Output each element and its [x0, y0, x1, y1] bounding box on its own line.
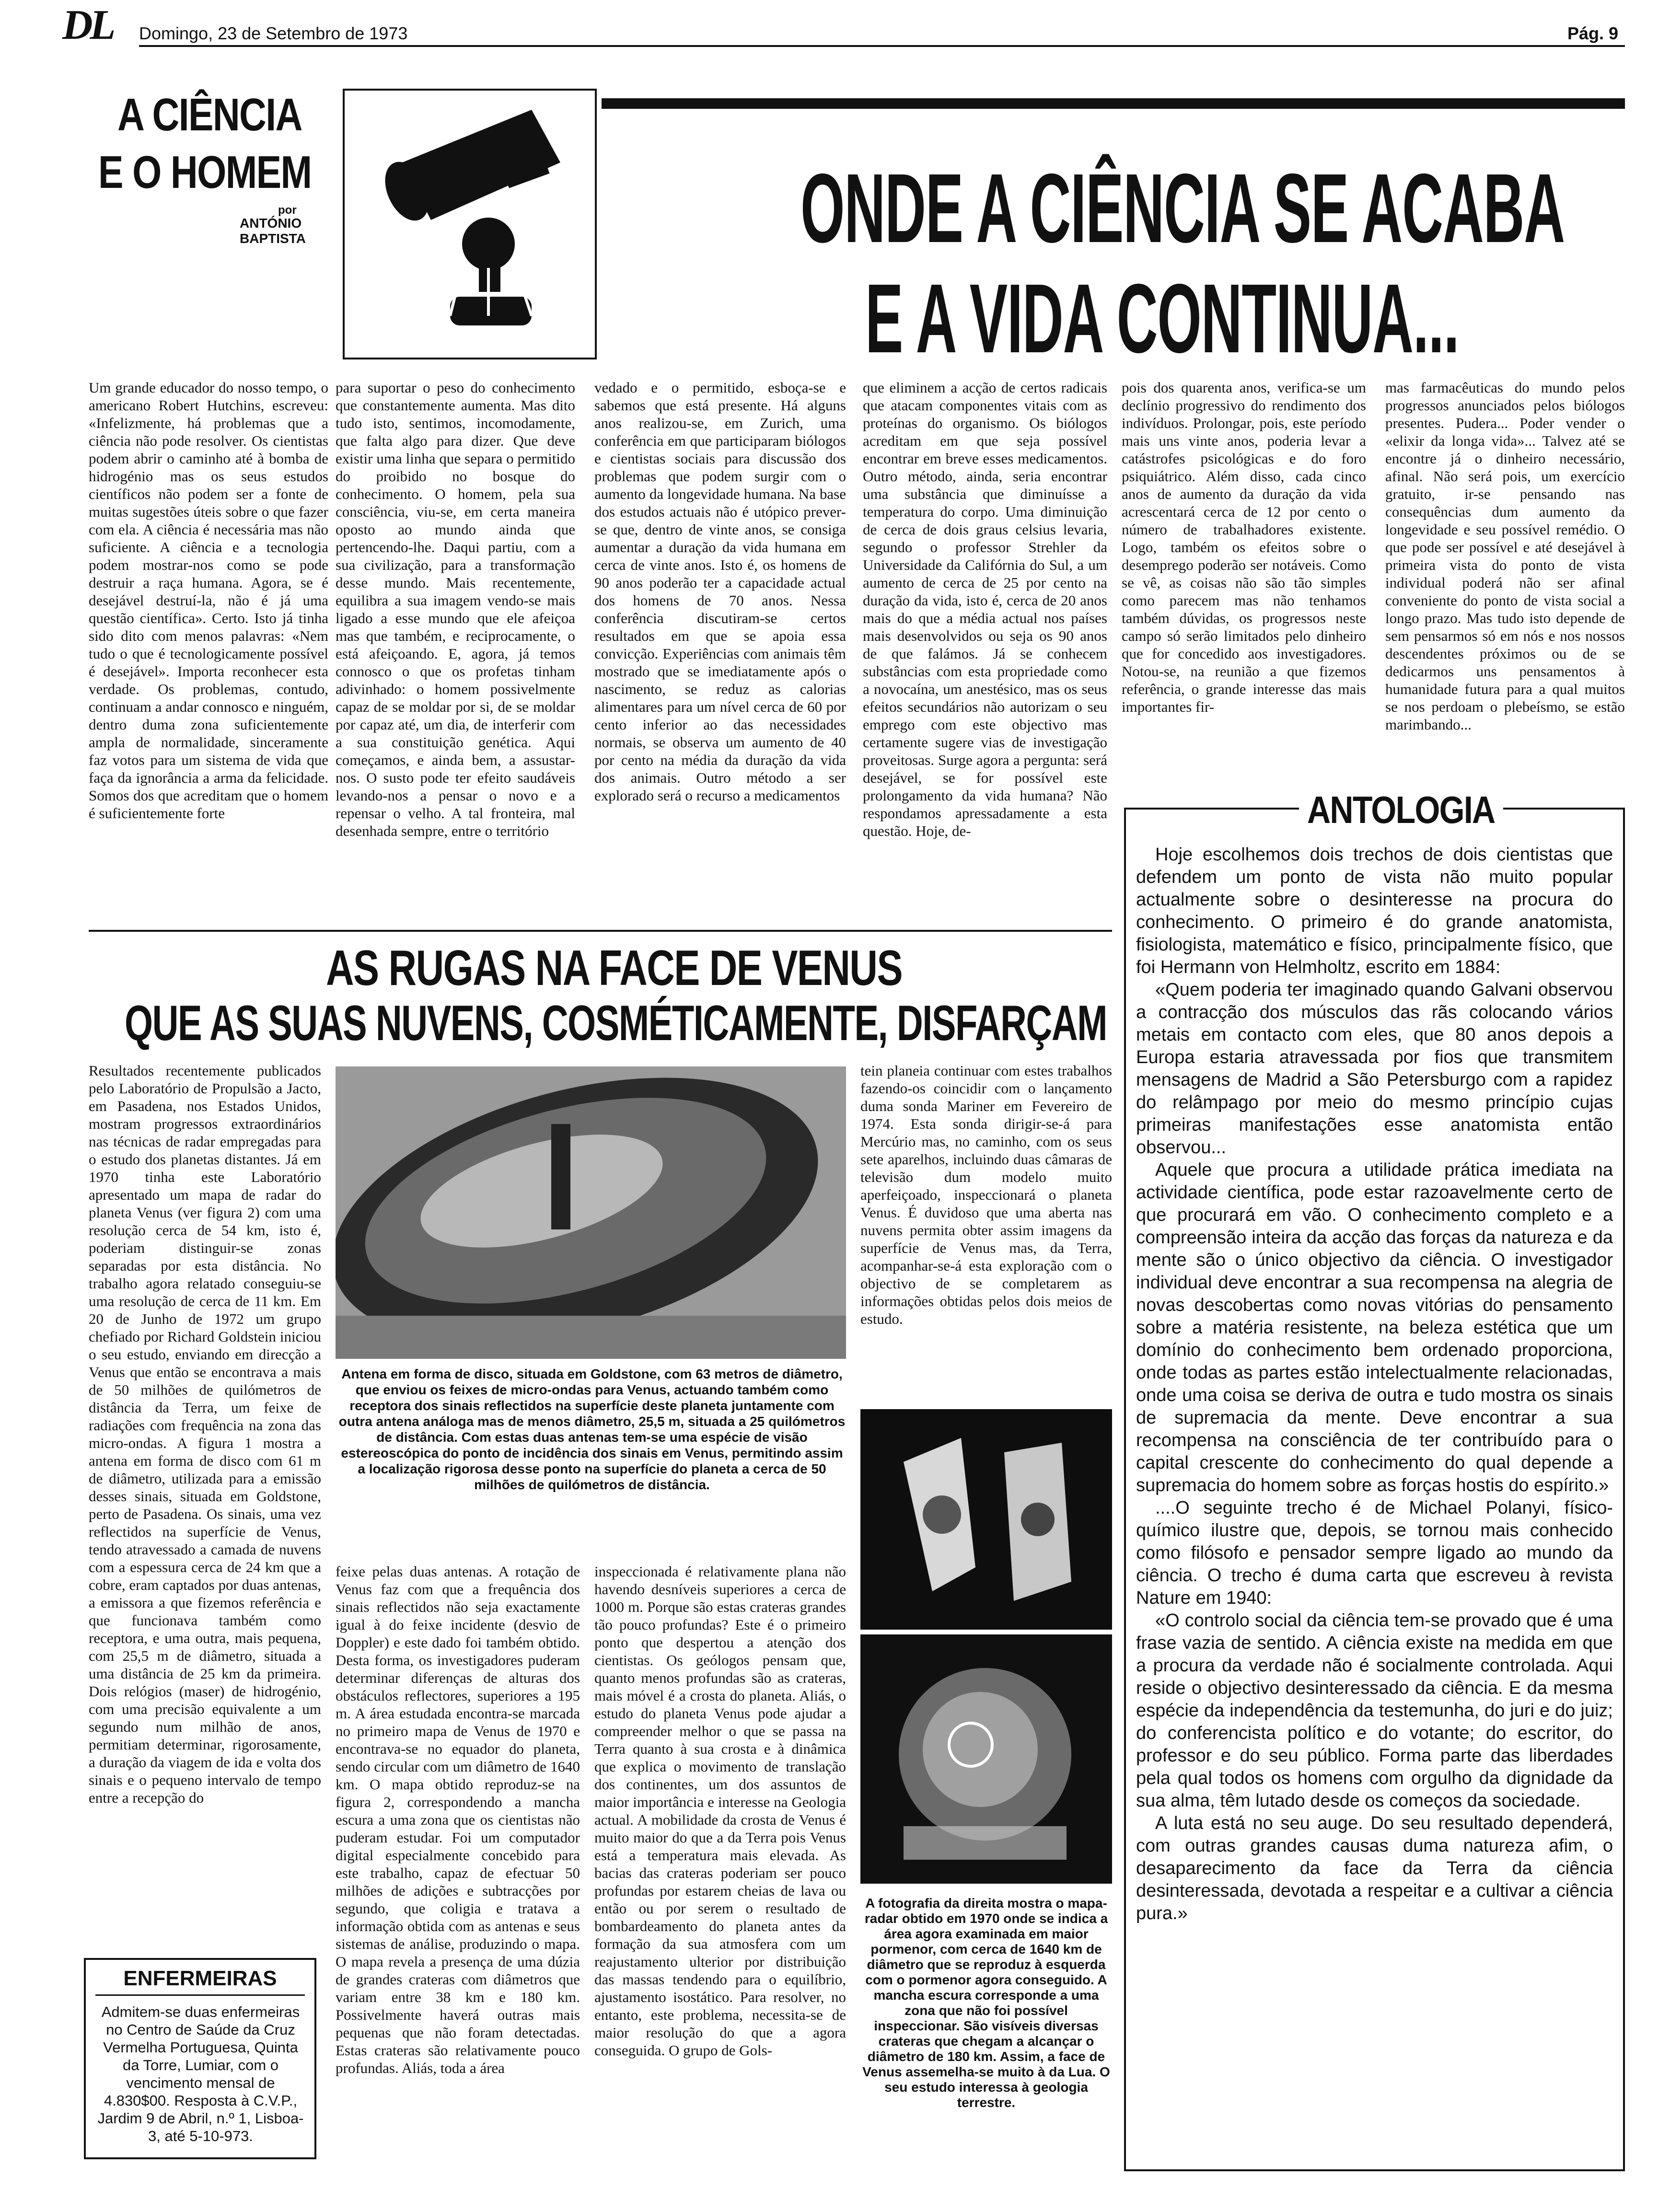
page-number: Pág. 9	[1567, 23, 1619, 43]
anthology-title: ANTOLOGIA	[1299, 791, 1503, 829]
article-col-1: Um grande educador do nosso tempo, o americano Robert Hutchins, escreveu: «Infelizmente, há problemas que a ciência não pode resolver. Os cientistas podem abrir o caminho até à bomba de hidrogénio mas os seus estudos científicos não podem ser a fonte de muitas sugestões úteis sobre o que fazer com ela. A ciência é necessária mas não suficiente. A ciência e a tecnologia podem mostrar-nos como se pode destruir a raça humana. Agora, se é desejável destruí-la, não é já uma questão científica». Certo. Isto já tinha sido dito com menos palavras: «Nem tudo o que é tecnologicamente possível é desejável». Importa reconhecer esta verdade. Os problemas, contudo, continuam a andar connosco e ninguém, dentro duma zona suficientemente ampla de normalidade, sinceramente faz votos para um sistema de vida que faça da ignorância a arma da felicidade. Somos dos que acreditam que o homem é suficientemente forte	[89, 379, 328, 822]
headline-top-bar	[602, 98, 1625, 109]
main-headline-line2: E A VIDA CONTINUA...	[865, 264, 1459, 373]
article-col-3: vedado e o permitido, esboça-se e sabemos que está presente. Há alguns anos realizou-se, em Zurich, uma conferência em que participaram biólogos e cientistas sociais para discussão dos problemas que podem surgir com o aumento da longevidade humana. Na base dos estudos actuais não é utópico prever-se que, dentro de vinte anos, se consiga aumentar a duração da vida humana em cerca de vinte anos. Isto é, os homens de 90 anos poderão ter a capacidade actual dos homens de 70 anos. Nessa conferência discutiram-se certos resultados em que se apoia essa convicção. Experiências com animais têm mostrado que se imediatamente após o nascimento, se reduz as calorias alimentares para um nível cerca de 60 por cento inferior ao das necessidades normais, se observa um aumento de 40 por cento na média da duração da vida dos animais. Outro método a ser explorado será o recurso a medicamentos	[594, 379, 846, 804]
anthology-p5: «O controlo social da ciência tem-se provado que é uma frase vazia de sentido. A ciência existe na medida em que a procura da verdade não é socialmente controlada. Aqui reside o objectivo desinteressado da ciência. E da mesma espécie da independência da testemunha, do juri e do juiz; do conferencista político e do votante; do escritor, do professor e do seu público. Forma parte das liberdades pela qual todos os homens com orgulho da dignidade da sua alma, têm lutado desde os começos da sociedade.	[1136, 1610, 1613, 1811]
article-divider	[89, 930, 1112, 932]
antenna-caption: Antena em forma de disco, situada em Goldstone, com 63 metros de diâmetro, que enviou os feixes de micro-ondas para Venus, actuando também como receptora dos sinais reflectidos na superfície deste planeta juntamente com outra antena análoga mas de menos diâmetro, 25,5 m, situada a 25 quilómetros de distância. Com estas duas antenas tem-se uma espécie de visão estereoscópica do ponto de incidência dos sinais em Venus, permitindo assim a localização rigorosa desse ponto na superfície do planeta a cerca de 50 milhões de quilómetros de distância.	[338, 1367, 846, 1492]
telescope-illustration	[343, 89, 597, 359]
section-by: por	[278, 204, 297, 217]
article-col-2: para suportar o peso do conhecimento que constantemente aumenta. Mas dito tudo isto, sentimos, incomodamente, que falta algo para dizer. Que deve existir uma linha que separa o permitido do proibido no bosque do conhecimento. O homem, pela sua consciência, viu-se, em certa maneira oposto ao mundo ainda que pertencendo-lhe. Daqui partiu, com a sua civilização, para a transformação desse mundo. Mais recentemente, equilibra a sua imagem vendo-se mais ligado a esse mundo que ele afeiçoa mas que também, e reciprocamente, o está afeiçoando. E, agora, já temos connosco o que os profetas tinham adivinhado: o homem possivelmente capaz de se moldar por si, de se moldar por capaz até, um dia, de interferir com a sua constituição genética. Aqui começamos, e ainda bem, a assustar-nos. O susto pode ter efeito saudáveis levando-nos a pensar o novo e a repensar o velho. A tal fronteira, mal desenhada sempre, entre o território	[336, 379, 575, 839]
venus-headline-line1: AS RUGAS NA FACE DE VENUS	[326, 940, 903, 996]
section-title-line2: E O HOMEM	[98, 147, 312, 198]
anthology-body	[1136, 844, 1613, 2166]
section-author-line2: BAPTISTA	[240, 231, 306, 246]
venus-col-1: Resultados recentemente publicados pelo Laboratório de Propulsão a Jacto, em Pasadena, nos Estados Unidos, mostram progressos extraordinários nas técnicas de radar empregadas para o estudo dos planetas distantes. Já em 1970 tinha este Laboratório apresentado um mapa de radar do planeta Venus (ver figura 2) com uma resolução cerca de 54 km, isto é, poderiam distinguir-se zonas separadas por esta distância. No trabalho agora relatado conseguiu-se uma resolução de cerca de 11 km. Em 20 de Junho de 1972 um grupo chefiado por Richard Goldstein iniciou o seu estudo, enviando em direcção a Venus que então se encontrava a mais de 50 milhões de quilómetros de distância da Terra, um feixe de radiações com frequência na zona das micro-ondas. A figura 1 mostra a antena em forma de disco com 61 m de diâmetro, utilizada para a emissão desses sinais, situada em Goldstone, perto de Pasadena. Os sinais, uma vez reflectidos na superfície de Venus, tendo atravessado a camada de nuvens com a espessura cerca de 24 km que a cobre, eram captados por duas antenas, a emissora a que fizemos referência e que funcionava também como receptora, e uma outra, mais pequena, com 25,5 m de diâmetro, situada a uma distância de 25 km da primeira. Dois relógios (maser) de hidrogénio, com uma precisão equivalente a um segundo num milhão de anos, permitiam determinar, rigorosamente, a duração da viagem de ida e volta dos sinais e o pequeno intervalo de tempo entre a recepção do	[89, 1062, 321, 1806]
anthology-p2: «Quem poderia ter imaginado quando Galvani observou a contracção dos músculos das rãs colocando vários metais em contacto com eles, que 80 anos depois a Europa estaria atravessada por fios que transmitem mensagens de Madrid a São Petersburgo com a rapidez do relâmpago por meio do mesmo princípio cujas primeiras manifestações esse anatomista então observou...	[1136, 980, 1613, 1158]
masthead-logo: DL	[62, 2, 113, 48]
section-title-line1: A CIÊNCIA	[117, 89, 302, 140]
radar-map-detail	[860, 1409, 1112, 1630]
nurses-ad-title: ENFERMEIRAS	[123, 1967, 277, 1990]
radar-caption: A fotografia da direita mostra o mapa-radar obtido em 1970 onde se indica a área agora examinada em maior pormenor, com cerca de 1640 km de diâmetro que se reproduz à esquerda com o pormenor agora conseguido. A mancha escura corresponde a uma zona que não foi possível inspeccionar. São visíveis diversas crateras que chegam a alcançar o diâmetro de 180 km. Assim, a face de Venus assemelha-se muito à da Lua. O seu estudo interessa à geologia terrestre.	[862, 1896, 1110, 2110]
venus-col-right-top: tein planeia continuar com estes trabalhos fazendo-os coincidir com o lançamento duma sonda Mariner em Fevereiro de 1974. Esta sonda dirigir-se-á para Mercúrio mas, no caminho, com os seus sete aparelhos, incluindo duas câmaras de televisão dum modelo muito aperfeiçoado, inspeccionará o planeta Venus. É duvidoso que uma aberta nas nuvens permita obter assim imagens da superfície de Venus mas, da Terra, acompanhar-se-á esta exploração com o objectivo de se completarem as informações obtidas pelos dois meios de estudo.	[860, 1062, 1112, 1327]
venus-col-2: feixe pelas duas antenas. A rotação de Venus faz com que a frequência dos sinais reflectidos não seja exactamente igual à do feixe incidente (desvio de Doppler) e este dado foi também obtido. Desta forma, os investigadores puderam determinar diferenças de alturas dos obstáculos reflectores, superiores a 195 m. A área estudada encontra-se marcada no primeiro mapa de Venus de 1970 e encontrava-se no equador do planeta, sendo circular com um diâmetro de 1640 km. O mapa obtido reproduz-se na figura 2, correspondendo a mancha escura a uma zona que os cientistas não puderam estudar. Foi um computador digital especialmente concebido para este trabalho, capaz de efectuar 50 milhões de adições e subtracções por segundo, que coligia e tratava a informação obtida com as antenas e seus sistemas de análise, produzindo o mapa. O mapa revela a presença de uma dúzia de grandes crateras com diâmetros que variam entre 38 km e 180 km. Possivelmente haverá outras mais pequenas que não foram detectadas. Estas crateras são relativamente pouco profundas. Aliás, toda a área	[336, 1563, 580, 2076]
anthology-p3: Aquele que procura a utilidade prática imediata na actividade científica, pode estar razoavelmente certo de que procurará em vão. O conhecimento completo e a compreensão inteira da acção das forças da natureza e da mente são o único objectivo da ciência. O investigador individual deve encontrar a sua recompensa na alegria de novas descobertas como novas vitórias do pensamento sobre a matéria resistente, na beleza estética que um domínio do conhecimento bem ordenado proporciona, onde todas as partes estão intelectualmente relacionadas, onde uma coisa se deriva de outra e tudo mostra os sinais de supremacia da mente. Deve encontrar a sua recompensa na consciência de ter contribuído para o capital crescente do conhecimento do qual depende a supremacia do homem sobre as forças hostis do espírito.»	[1136, 1160, 1613, 1495]
article-col-5: pois dos quarenta anos, verifica-se um declínio progressivo do rendimento dos indivíduos. Prolongar, pois, este período mais uns vinte anos, poderia levar a catástrofes psicológicas e do foro psiquiátrico. Além disso, cada cinco anos de aumento da duração da vida acrescentará cerca de 12 por cento o número de trabalhadores existente. Logo, também os efeitos sobre o desemprego poderão ser notáveis. Como se vê, as coisas não são tão simples como parecem mas não tenhamos também dúvidas, os progressos neste campo só serão limitados pelo dinheiro que for concedido aos investigadores. Notou-se, na reunião a que fizemos referência, o grande interesse das mais importantes fir-	[1122, 379, 1366, 715]
venus-col-3: inspeccionada é relativamente plana não havendo desníveis superiores a cerca de 1000 m. Porque são estas crateras grandes tão pouco profundas? Este é o primeiro ponto que despertou a atenção dos cientistas. Os geólogos pensam que, quanto menos profundas são as crateras, mais móvel é a crosta do planeta. Aliás, o estudo do planeta Venus pode ajudar a compreender melhor o que se passa na Terra quanto à sua crosta e à dinâmica que explica o movimento de translação dos continentes, um dos assuntos de maior importância e interesse na Geologia actual. A mobilidade da crosta de Venus é muito maior do que a da Terra pois Venus está a temperatura mais elevada. As bacias das crateras poderiam ser pouco profundas por estarem cheias de lava ou então ou por serem o resultado de bombardeamento do planeta antes da formação da sua atmosfera com um reajustamento ulterior por distribuição das massas tendendo para o equilíbrio, ajustamento isostático. Para resolver, no entanto, este problema, necessita-se de maior resolução do que a agora conseguida. O grupo de Gols-	[594, 1563, 846, 2059]
nurses-ad-rule	[95, 1994, 305, 1996]
anthology-p4: ....O seguinte trecho é de Michael Polanyi, físico-químico ilustre que, depois, se tornou mais conhecido como filósofo e pensador sempre ligado ao mundo da ciência. O trecho é duma carta que escreveu à revista Nature em 1940:	[1136, 1498, 1613, 1608]
antenna-photo	[336, 1066, 846, 1359]
article-col-6: mas farmacêuticas do mundo pelos progressos anunciados pelos biólogos presentes. Pudera... Poder vender o «elixir da longa vida»... Talvez até se encontre já o dinheiro necessário, afinal. Não será pois, um exercício gratuito, ir-se pensando nas consequências dum aumento da longevidade e seu possível remédio. O que pode ser possível e até desejável à primeira vista do ponto de vista individual poderá não ser afinal conveniente do ponto de vista social a longo prazo. Mas tudo isto depende de sem pensarmos só em nós e nos nossos descendentes próximos ou de se dedicarmos uns pensamentos à humanidade futura para a qual muitos se nos perdoam o plebeísmo, se estão marimbando...	[1385, 379, 1625, 733]
masthead-rule	[139, 45, 1625, 47]
nurses-ad-body: Admitem-se duas enfermeiras no Centro de Saúde da Cruz Vermelha Portuguesa, Quinta da Torre, Lumiar, com o vencimento mensal de 4.830$00. Resposta à C.V.P., Jardim 9 de Abril, n.º 1, Lisboa-3, até 5-10-973.	[97, 2004, 304, 2144]
nurses-ad	[84, 1958, 316, 2159]
main-headline-line1: ONDE A CIÊNCIA SE ACABA	[800, 153, 1565, 263]
anthology-p1: Hoje escolhemos dois trechos de dois cientistas que defendem um ponto de vista não muito popular actualmente sobre o desinteresse na procura do conhecimento. O primeiro é do grande anatomista, fisiologista, matemático e físico, principalmente físico, que foi Hermann von Helmholtz, escrito em 1884:	[1136, 845, 1613, 977]
article-col-4: que eliminem a acção de certos radicais que atacam componentes vitais com as proteínas do organismo. Os biólogos acreditam em que seja possível encontrar em breve esses medicamentos. Outro método, ainda, seria encontrar uma substância que diminuísse a temperatura do corpo. Uma diminuição de cerca de dois graus celsius levaria, segundo o professor Strehler da Universidade da Califórnia do Sul, a um aumento de cerca de 25 por cento na duração da vida, isto é, cerca de 20 anos mais do que a média actual nos países mais desenvolvidos ou seja os 90 anos de que falámos. Já se conhecem substâncias com esta propriedade como a novocaína, um anestésico, mas os seus efeitos secundários não autorizam o seu emprego com este objectivo mas certamente sugere vias de investigação proveitosas. Surge agora a pergunta: será desejável, se for possível este prolongamento da vida humana? Não respondamos apressadamente a esta questão. Hoje, de-	[863, 379, 1107, 839]
venus-headline-line2: QUE AS SUAS NUVENS, COSMÉTICAMENTE, DISFARÇAM	[125, 996, 1107, 1051]
section-author-line1: ANTÓNIO	[240, 216, 302, 231]
anthology-p6: A luta está no seu auge. Do seu resultado dependerá, com outras grandes causas duma natureza afim, o desaparecimento da face da Terra da ciência desinteressada, devotada a respeitar e a cultivar a ciência pura.»	[1136, 1813, 1613, 1923]
masthead-date: Domingo, 23 de Setembro de 1973	[139, 23, 408, 43]
radar-map-1970	[860, 1634, 1112, 1884]
